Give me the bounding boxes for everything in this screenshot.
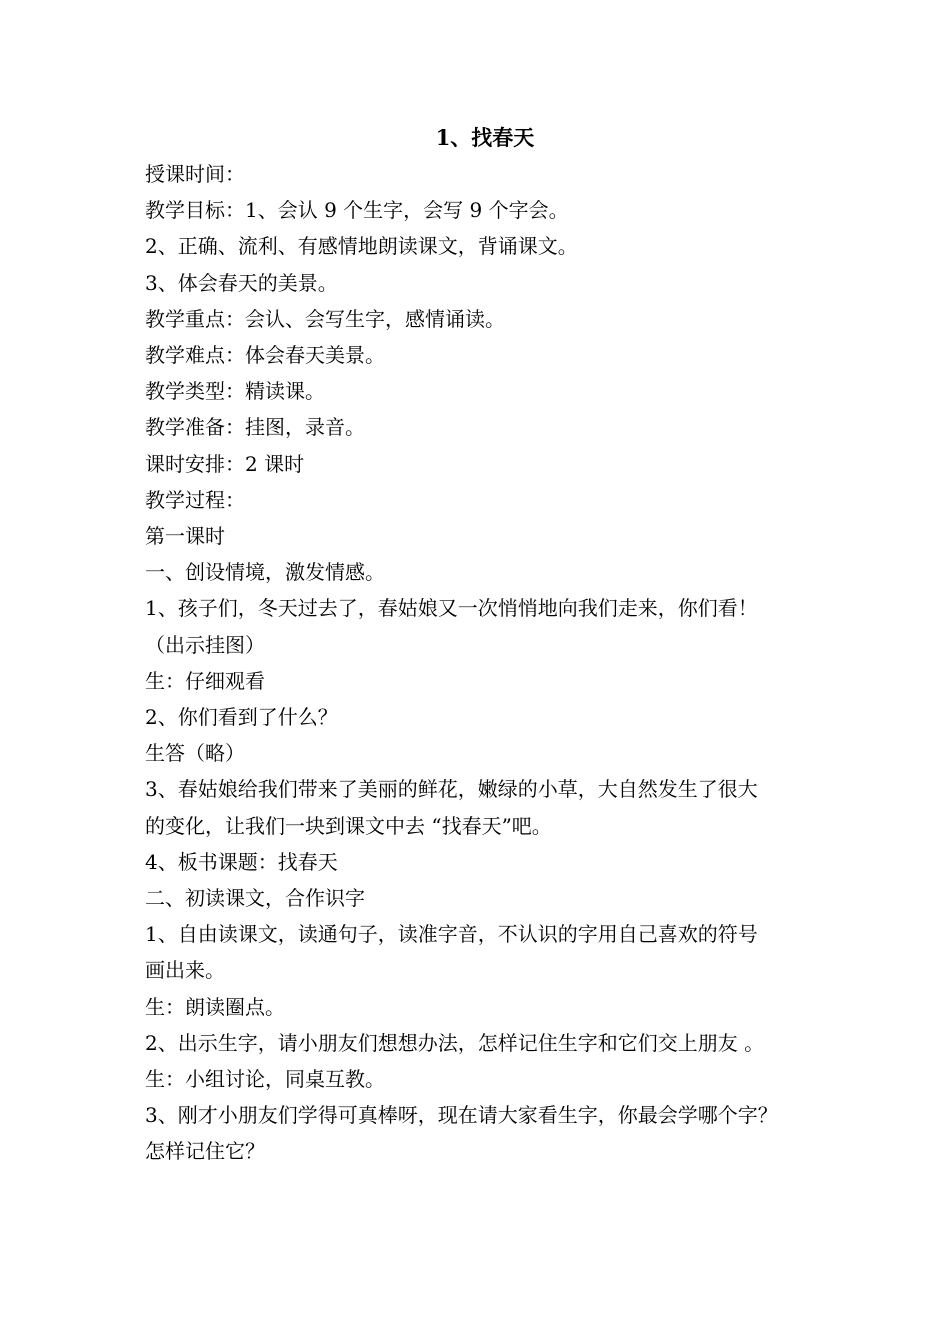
- text-line: 授课时间：: [145, 162, 245, 186]
- text-line: 教学类型：精读课。: [145, 379, 325, 404]
- text-line: 2、你们看到了什么？: [145, 705, 338, 730]
- text-line: 1、自由读课文，读通句子，读准字音，不认识的字用自己喜欢的符号: [145, 922, 758, 947]
- text-line: 教学重点：会认、会写生字，感情诵读。: [145, 306, 505, 331]
- text-line: 2、出示生字，请小朋友们想想办法，怎样记住生字和它们交上朋友 。: [145, 1030, 765, 1055]
- text-line: 4、板书课题：找春天: [145, 849, 338, 874]
- text-line: （出示挂图）: [145, 632, 265, 657]
- text-line: 2、正确、流利、有感情地朗读课文，背诵课文。: [145, 234, 578, 259]
- text-line: 教学目标：1、会认 9 个生字，会写 9 个字会。: [145, 198, 569, 223]
- text-line: 课时安排：2 课时: [145, 451, 305, 476]
- text-line: 教学难点：体会春天美景。: [145, 343, 385, 368]
- text-line: 生答（略）: [145, 741, 245, 766]
- text-line: 第一课时: [145, 524, 225, 549]
- text-line: 1、孩子们，冬天过去了，春姑娘又一次悄悄地向我们走来，你们看！: [145, 596, 758, 621]
- text-line: 怎样记住它？: [145, 1139, 265, 1164]
- text-line: 3、春姑娘给我们带来了美丽的鲜花，嫩绿的小草，大自然发生了很大: [145, 777, 758, 802]
- text-line: 生：朗读圈点。: [145, 994, 285, 1019]
- text-line: 画出来。: [145, 958, 225, 983]
- text-line: 3、体会春天的美景。: [145, 270, 338, 295]
- text-line: 一、创设情境，激发情感。: [145, 560, 385, 585]
- document-title: 1、找春天: [435, 125, 535, 150]
- text-line: 生：仔细观看: [145, 668, 265, 693]
- text-line: 3、刚才小朋友们学得可真棒呀，现在请大家看生字，你最会学哪个字？: [145, 1103, 778, 1128]
- text-line: 的变化，让我们一块到课文中去 “找春天”吧。: [145, 813, 552, 838]
- document-body: [145, 120, 825, 1170]
- text-line: 教学准备：挂图，录音。: [145, 415, 365, 440]
- text-line: 二、初读课文，合作识字: [145, 886, 365, 911]
- text-line: 教学过程：: [145, 487, 245, 512]
- text-line: 生：小组讨论，同桌互教。: [145, 1067, 385, 1092]
